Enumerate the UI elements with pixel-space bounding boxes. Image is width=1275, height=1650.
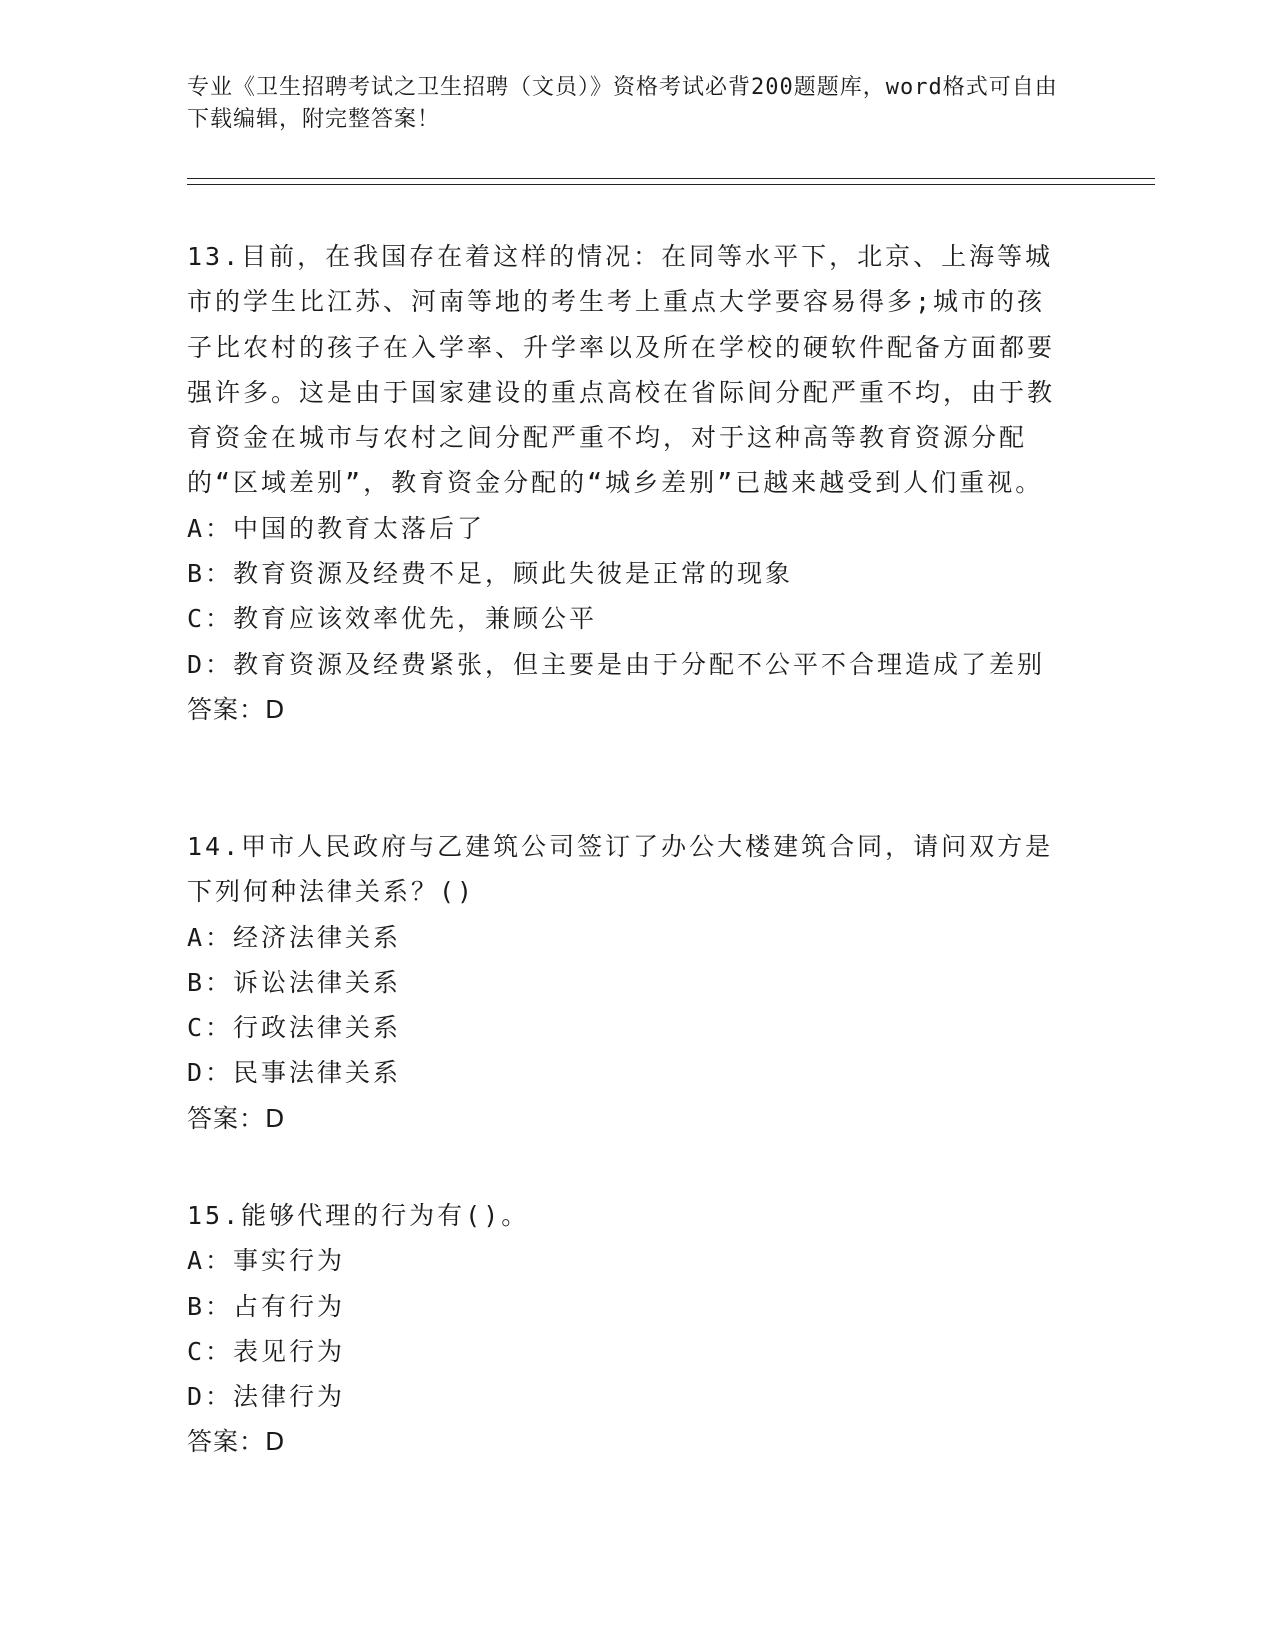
option-d: D：民事法律关系 (187, 1058, 402, 1088)
answer: 答案：D (187, 1427, 286, 1457)
option-a: A：经济法律关系 (187, 922, 402, 952)
option-a: A：事实行为 (187, 1246, 346, 1276)
question-stem: 13.目前，在我国存在着这样的情况：在同等水平下，北京、上海等城市的学生比江苏、河南等地的考生考上重点大学要容易得多;城市的孩子比农村的孩子在入学率、升学率以及所在学校的硬软件配备方面都要强许多。这是由于国家建设的重点高校在省际间分配严重不均，由于教育资金在城市与农村之间分配严重不均，对于这种高等教育资源分配的“区域差别”，教育资金分配的“城乡差别”已越来越受到人们重视。 (187, 242, 1056, 498)
option-c: C：表见行为 (187, 1336, 346, 1366)
question-stem: 15.能够代理的行为有()。 (187, 1201, 530, 1230)
answer: 答案：D (187, 694, 286, 724)
question-15 (187, 1193, 1067, 1465)
option-b: B：占有行为 (187, 1291, 346, 1321)
question-13 (187, 234, 1067, 732)
question-14 (187, 824, 1067, 1141)
option-b: B：教育资源及经费不足，顾此失彼是正常的现象 (187, 559, 794, 589)
question-stem: 14.甲市人民政府与乙建筑公司签订了办公大楼建筑合同，请问双方是下列何种法律关系？() (187, 832, 1054, 907)
document-header: 专业《卫生招聘考试之卫生招聘（文员）》资格考试必背200题题库，word格式可自由下载编辑，附完整答案！ (187, 75, 1058, 132)
option-c: C：行政法律关系 (187, 1013, 402, 1043)
option-a: A：中国的教育太落后了 (187, 513, 486, 543)
answer: 答案：D (187, 1103, 286, 1133)
option-d: D：法律行为 (187, 1382, 346, 1412)
option-b: B：诉讼法律关系 (187, 967, 402, 997)
option-c: C：教育应该效率优先，兼顾公平 (187, 604, 598, 634)
header-divider (187, 178, 1155, 185)
option-d: D：教育资源及经费紧张，但主要是由于分配不公平不合理造成了差别 (187, 649, 1046, 679)
